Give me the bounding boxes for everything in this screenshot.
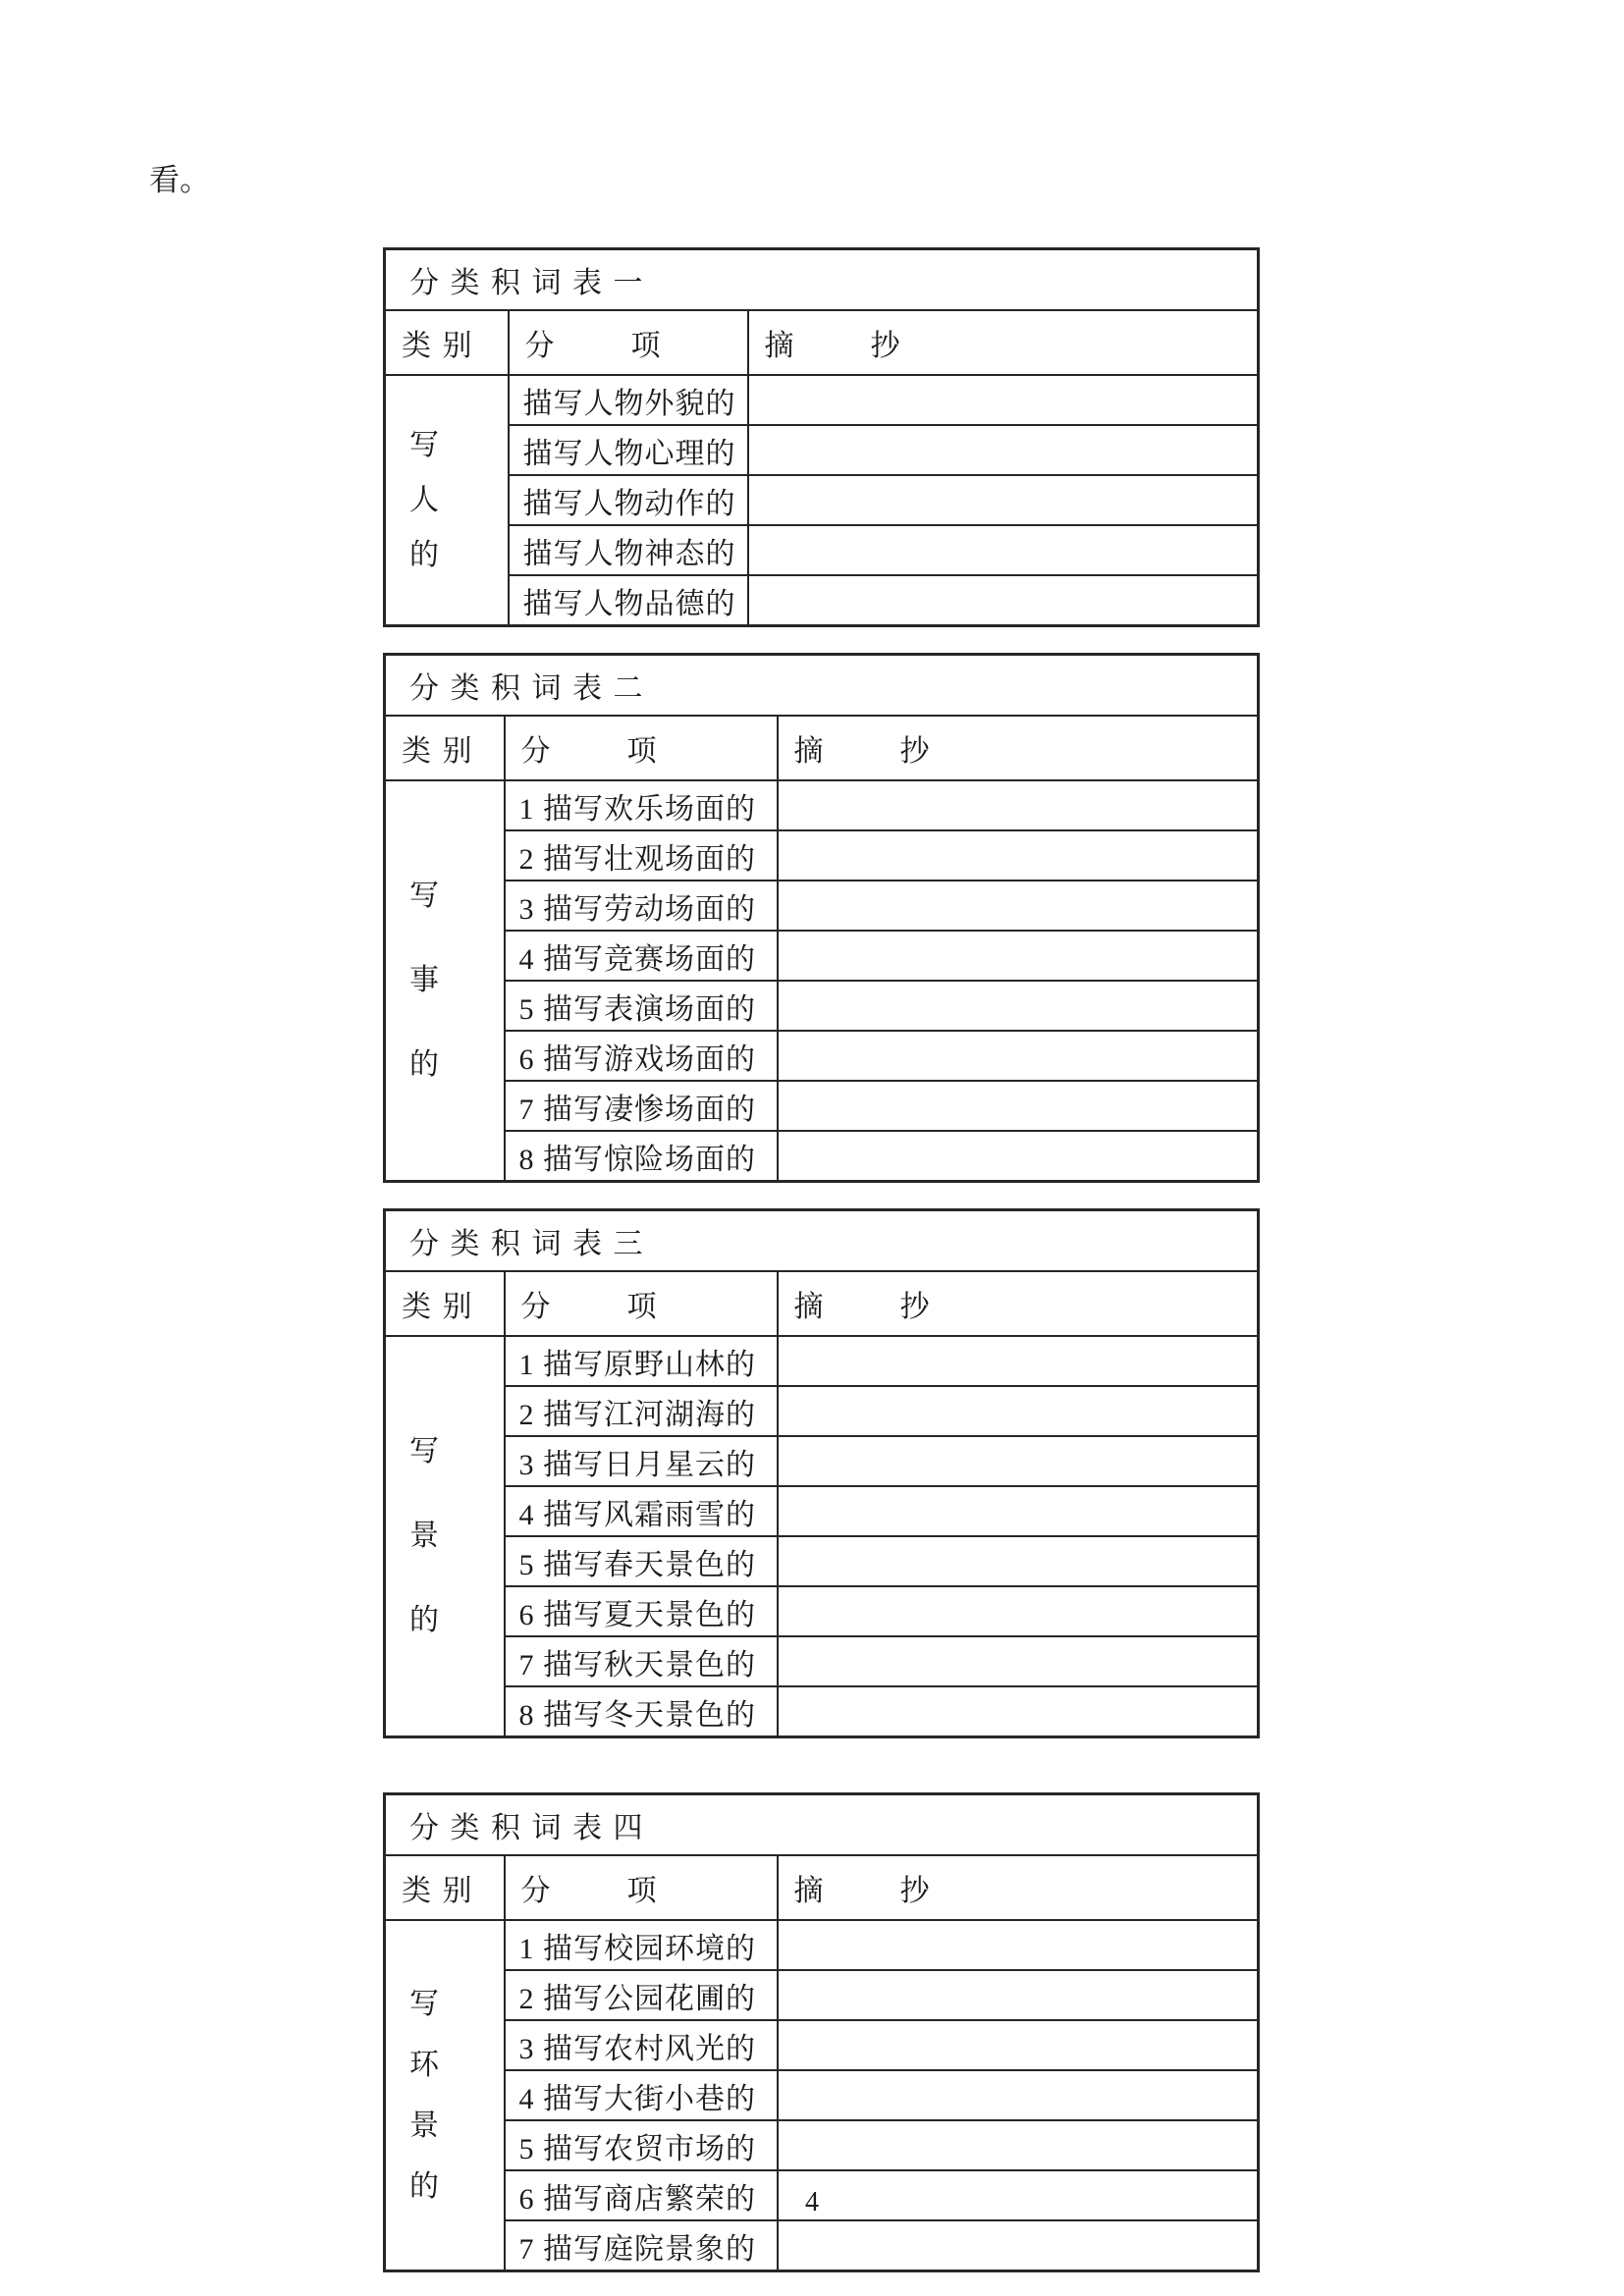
item-cell: 5 描写春天景色的 [505, 1536, 778, 1586]
table-header-row [385, 1855, 1259, 1920]
table-row [385, 881, 1259, 931]
table-row [385, 1920, 1259, 1970]
excerpt-cell [778, 2220, 1259, 2271]
excerpt-cell [778, 1131, 1259, 1182]
item-cell: 3 描写日月星云的 [505, 1436, 778, 1486]
excerpt-cell [778, 1436, 1259, 1486]
category-char: 人 [409, 483, 439, 516]
item-cell: 描写人物品德的 [509, 575, 748, 626]
table-header-row [385, 716, 1259, 780]
excerpt-cell [778, 830, 1259, 881]
item-cell: 6 描写商店繁荣的 [505, 2170, 778, 2220]
header-category: 类 别 [385, 716, 505, 780]
vocab-table-2 [383, 653, 1260, 1183]
table-row [385, 1131, 1259, 1182]
excerpt-cell [778, 1031, 1259, 1081]
table-row [385, 375, 1259, 425]
table-row [385, 525, 1259, 575]
category-char: 的 [409, 1048, 439, 1081]
category-char: 写 [409, 428, 439, 461]
header-excerpt: 摘 抄 [778, 1855, 1259, 1920]
table-row [385, 2220, 1259, 2271]
item-cell: 2 描写壮观场面的 [505, 830, 778, 881]
table-header-row [385, 310, 1259, 375]
table-title-row [385, 1794, 1259, 1856]
item-cell: 1 描写原野山林的 [505, 1336, 778, 1386]
excerpt-cell [778, 981, 1259, 1031]
excerpt-cell [748, 375, 1259, 425]
table-row [385, 575, 1259, 626]
intro-text: 看。 [149, 163, 210, 197]
table-row [385, 2070, 1259, 2120]
excerpt-cell [778, 2020, 1259, 2070]
excerpt-cell [748, 575, 1259, 626]
item-cell: 描写人物心理的 [509, 425, 748, 475]
header-item: 分 项 [505, 1271, 778, 1336]
table-row [385, 1386, 1259, 1436]
table-row [385, 2020, 1259, 2070]
header-excerpt: 摘 抄 [778, 716, 1259, 780]
table-row [385, 931, 1259, 981]
item-cell: 4 描写风霜雨雪的 [505, 1486, 778, 1536]
table-title: 分 类 积 词 表 二 [385, 655, 1259, 717]
category-char: 写 [409, 880, 439, 912]
item-cell: 描写人物外貌的 [509, 375, 748, 425]
header-item: 分 项 [509, 310, 748, 375]
header-item: 分 项 [505, 716, 778, 780]
excerpt-cell [748, 525, 1259, 575]
tables-area [383, 247, 1257, 2272]
category-cell [385, 1336, 505, 1737]
table-row [385, 1436, 1259, 1486]
vocab-table-1 [383, 247, 1260, 627]
category-char: 的 [409, 538, 439, 571]
item-cell: 1 描写校园环境的 [505, 1920, 778, 1970]
excerpt-cell [778, 931, 1259, 981]
table-title: 分 类 积 词 表 四 [385, 1794, 1259, 1856]
excerpt-cell [778, 1920, 1259, 1970]
category-char: 的 [409, 2169, 439, 2203]
category-cell [385, 375, 509, 626]
item-cell: 7 描写凄惨场面的 [505, 1081, 778, 1131]
excerpt-cell [778, 1486, 1259, 1536]
excerpt-cell [748, 425, 1259, 475]
table-title-row [385, 655, 1259, 717]
page-number: 4 [805, 2187, 819, 2217]
table-title-row [385, 1210, 1259, 1272]
item-cell: 描写人物动作的 [509, 475, 748, 525]
category-char: 写 [409, 1987, 439, 2020]
excerpt-cell [748, 475, 1259, 525]
category-char: 写 [409, 1435, 439, 1468]
category-char: 环 [409, 2048, 439, 2081]
item-cell: 6 描写游戏场面的 [505, 1031, 778, 1081]
header-item: 分 项 [505, 1855, 778, 1920]
table-row [385, 830, 1259, 881]
header-excerpt: 摘 抄 [748, 310, 1259, 375]
excerpt-cell [778, 1081, 1259, 1131]
item-cell: 描写人物神态的 [509, 525, 748, 575]
header-excerpt: 摘 抄 [778, 1271, 1259, 1336]
table-row [385, 1636, 1259, 1686]
excerpt-cell [778, 1536, 1259, 1586]
excerpt-cell [778, 2070, 1259, 2120]
table-header-row [385, 1271, 1259, 1336]
category-char: 景 [409, 2109, 439, 2142]
table-row [385, 981, 1259, 1031]
table-row [385, 2120, 1259, 2170]
excerpt-cell [778, 1686, 1259, 1737]
table-row [385, 425, 1259, 475]
excerpt-cell [778, 1586, 1259, 1636]
excerpt-cell [778, 1386, 1259, 1436]
excerpt-cell [778, 1636, 1259, 1686]
table-row [385, 1586, 1259, 1636]
category-cell [385, 780, 505, 1182]
item-cell: 5 描写表演场面的 [505, 981, 778, 1031]
item-cell: 3 描写劳动场面的 [505, 881, 778, 931]
table-row [385, 1081, 1259, 1131]
table-title: 分 类 积 词 表 三 [385, 1210, 1259, 1272]
item-cell: 2 描写公园花圃的 [505, 1970, 778, 2020]
item-cell: 4 描写大街小巷的 [505, 2070, 778, 2120]
item-cell: 6 描写夏天景色的 [505, 1586, 778, 1636]
table-row [385, 1536, 1259, 1586]
item-cell: 1 描写欢乐场面的 [505, 780, 778, 830]
item-cell: 7 描写秋天景色的 [505, 1636, 778, 1686]
table-title: 分 类 积 词 表 一 [385, 249, 1259, 311]
item-cell: 4 描写竞赛场面的 [505, 931, 778, 981]
item-cell: 8 描写冬天景色的 [505, 1686, 778, 1737]
item-cell: 8 描写惊险场面的 [505, 1131, 778, 1182]
table-title-row [385, 249, 1259, 311]
table-row [385, 1486, 1259, 1536]
excerpt-cell [778, 881, 1259, 931]
vocab-table-3 [383, 1208, 1260, 1738]
category-char: 景 [409, 1520, 439, 1552]
item-cell: 5 描写农贸市场的 [505, 2120, 778, 2170]
header-category: 类 别 [385, 1271, 505, 1336]
table-row [385, 475, 1259, 525]
item-cell: 3 描写农村风光的 [505, 2020, 778, 2070]
table-row [385, 780, 1259, 830]
excerpt-cell [778, 1970, 1259, 2020]
excerpt-cell [778, 2120, 1259, 2170]
table-row [385, 1970, 1259, 2020]
header-category: 类 别 [385, 310, 509, 375]
table-row [385, 1686, 1259, 1737]
category-char: 的 [409, 1604, 439, 1636]
item-cell: 7 描写庭院景象的 [505, 2220, 778, 2271]
table-row [385, 1336, 1259, 1386]
header-category: 类 别 [385, 1855, 505, 1920]
table-row [385, 1031, 1259, 1081]
category-char: 事 [409, 964, 439, 996]
item-cell: 2 描写江河湖海的 [505, 1386, 778, 1436]
excerpt-cell [778, 1336, 1259, 1386]
excerpt-cell [778, 780, 1259, 830]
